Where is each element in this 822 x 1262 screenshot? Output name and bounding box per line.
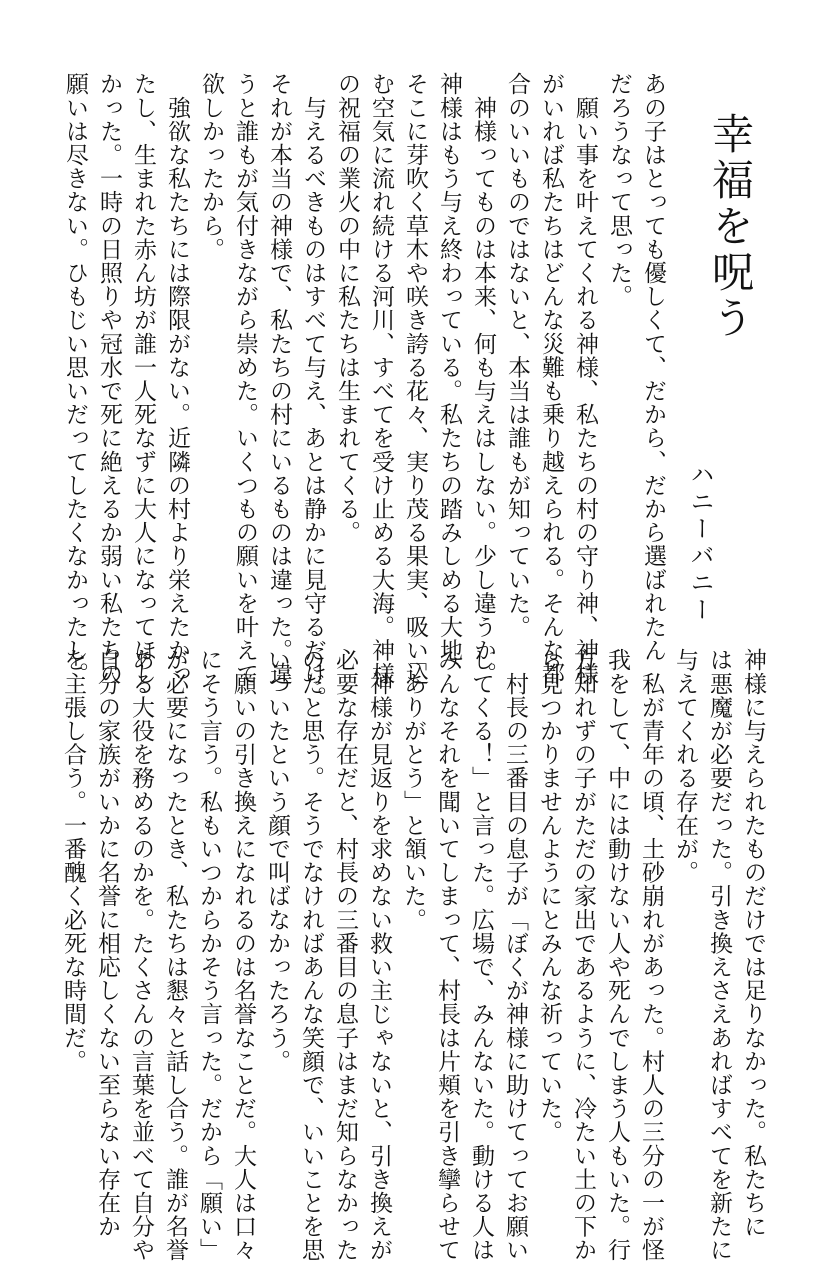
upper-text-block — [62, 72, 670, 710]
text-line: のだと思う。そうでなければあんな笑顔で、いいことを思 — [298, 648, 324, 1262]
text-line: 「ありがとう」と頷いた。 — [400, 648, 426, 932]
text-line: 必要な存在だと、村長の三番目の息子はまだ知らなかった — [332, 648, 358, 1262]
text-line: 与えるべきものはすべて与え、あとは静かに見守るだけ。 — [300, 72, 326, 710]
text-line: 神様が見返りを求めない救い主じゃないと、引き換えが — [366, 648, 392, 1262]
text-line: 私が青年の頃、土砂崩れがあった。村人の三分の一が怪 — [638, 648, 664, 1262]
text-line: 方知れずの子がただの家出であるように、冷たい土の下か — [570, 648, 596, 1262]
text-line: うと誰もが気付きながら崇めた。いくつもの願いを叶えて — [232, 72, 258, 686]
text-line: が必要になったとき、私たちは懇々と話し合う。誰が名誉 — [162, 648, 188, 1262]
text-line: あの子はとっても優しくて、だから、だから選ばれたん — [640, 72, 666, 662]
text-line: ある大役を務めるのかを。たくさんの言葉を並べて自分や — [128, 648, 154, 1262]
text-line: 願いの引き換えになれるのは名誉なことだ。大人は口々 — [230, 648, 256, 1262]
text-line: 願い事を叶えてくれる神様、私たちの村の守り神、神様 — [572, 72, 598, 686]
story-title: 幸福を呪う — [706, 112, 755, 342]
text-line: 願いは尽きない。ひもじい思いだってしたくなかったし。 — [62, 72, 88, 686]
text-line: かった。一時の日照りや冠水で死に絶えるか弱い私たちの — [96, 72, 122, 686]
text-line: そこに芽吹く草木や咲き誇る花々、実り茂る果実、吸い込 — [402, 72, 428, 686]
text-line: 合のいいものではないと、本当は誰もが知っていた。 — [504, 72, 530, 639]
text-line: 我をして、中には動けない人や死んでしまう人もいた。行 — [604, 648, 630, 1262]
text-line: 神様ってものは本来、何も与えはしない。少し違うか。 — [470, 72, 496, 686]
text-line: たし、生まれた赤ん坊が誰一人死なずに大人になってほし — [130, 72, 156, 686]
author-name: ハニーバニー — [686, 462, 714, 624]
text-line: してくる！」と言った。広場で、みんないた。動ける人は — [468, 648, 494, 1262]
text-line: だろうなって思った。 — [606, 72, 632, 308]
text-line: 欲しかったから。 — [198, 72, 224, 261]
text-line: 強欲な私たちには際限がない。近隣の村より栄えたかっ — [164, 72, 190, 686]
text-line: みんなそれを聞いてしまって、村長は片頬を引き攣らせて — [434, 648, 460, 1262]
text-line: 村長の三番目の息子が「ぼくが神様に助けてってお願い — [502, 648, 528, 1262]
text-line: がいれば私たちはどんな災難も乗り越えられる。そんな都 — [538, 72, 564, 686]
text-line: 自分の家族がいかに名誉に相応しくない至らない存在か — [94, 648, 120, 1238]
text-line: の祝福の業火の中に私たちは生まれてくる。 — [334, 72, 360, 544]
lower-text-block — [60, 648, 770, 1262]
text-line: 神様に与えられたものだけでは足りなかった。私たちに — [740, 648, 766, 1238]
text-line: 神様はもう与え終わっている。私たちの踏みしめる大地、 — [436, 72, 462, 686]
text-line: 与えてくれる存在が。 — [672, 648, 698, 884]
text-line: ら見つかりませんようにとみんな祈っていた。 — [536, 648, 562, 1144]
text-line: それが本当の神様で、私たちの村にいるものは違った。違 — [266, 72, 292, 686]
text-line: いついたという顔で叫ばなかったろう。 — [264, 648, 290, 1073]
text-line: にそう言う。私もいつからかそう言った。だから「願い」 — [196, 648, 222, 1262]
text-line: を主張し合う。一番醜く必死な時間だ。 — [60, 648, 86, 1073]
text-line: は悪魔が必要だった。引き換えさえあればすべてを新たに — [706, 648, 732, 1262]
text-line: む空気に流れ続ける河川、すべてを受け止める大海。神様 — [368, 72, 394, 686]
